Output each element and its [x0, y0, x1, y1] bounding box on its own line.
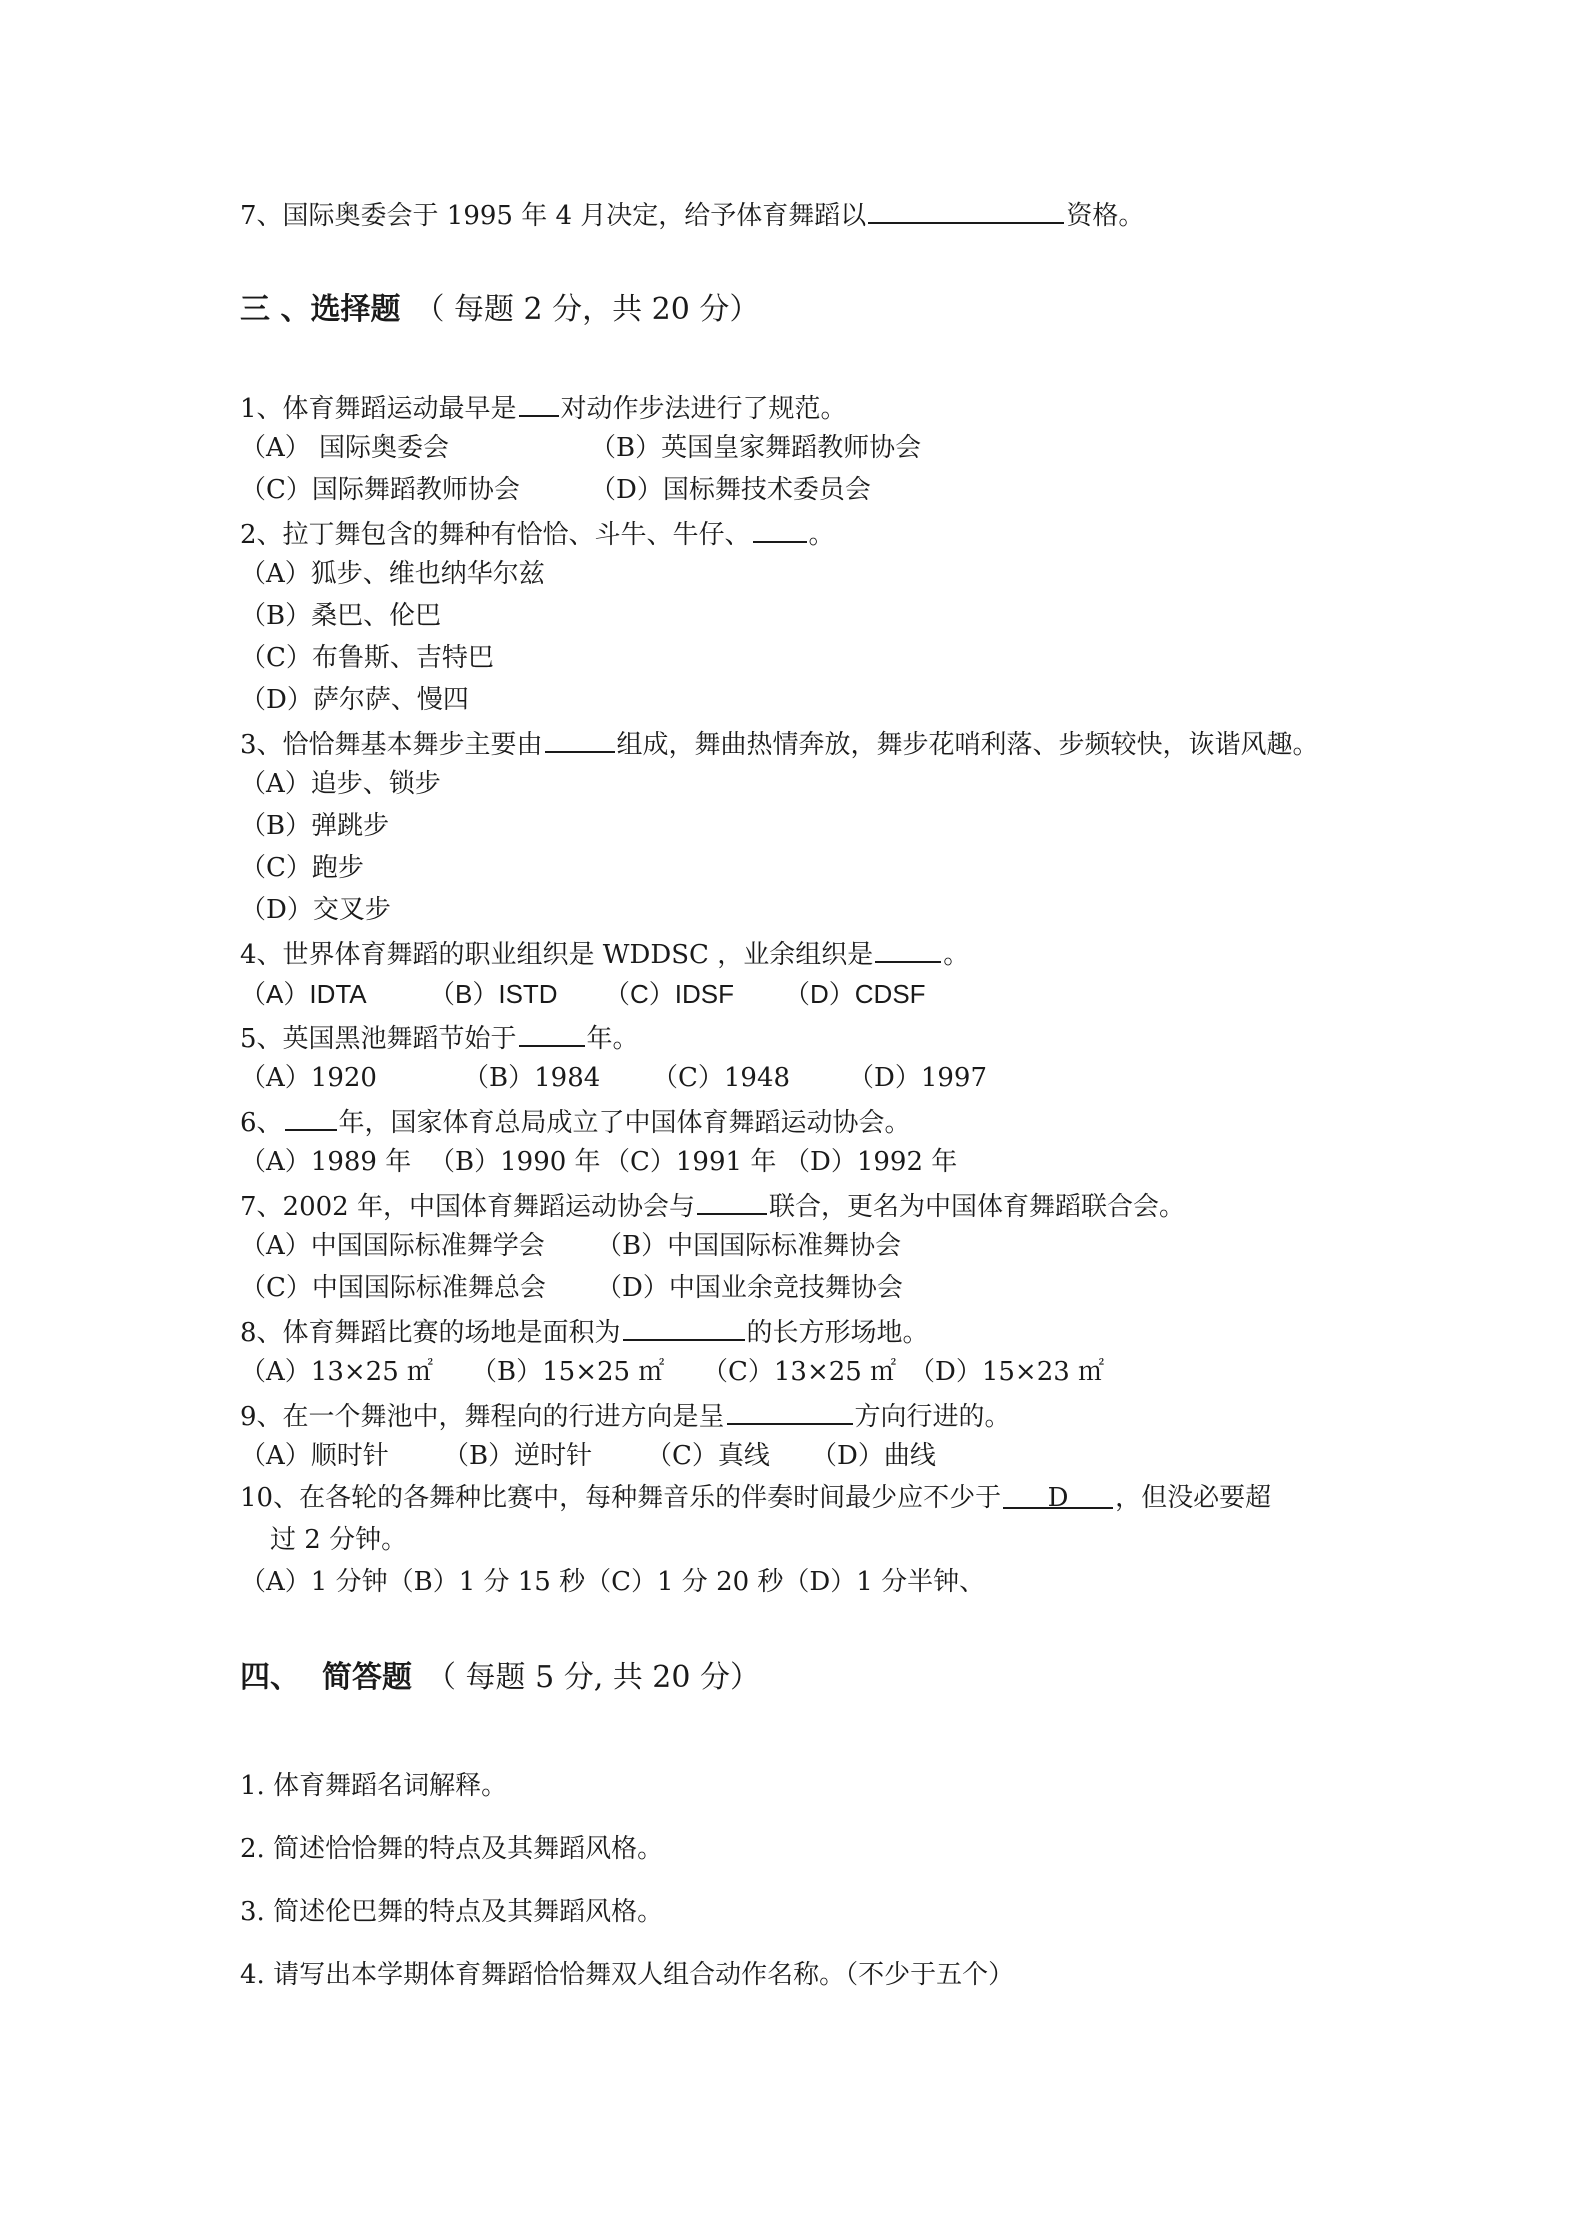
section-title: 选择题: [310, 292, 401, 327]
fill-blank-question-7: [240, 196, 1144, 233]
options-row: [240, 1355, 1104, 1389]
answer-blank[interactable]: [868, 196, 1064, 224]
section-number: 四、: [240, 1660, 300, 1695]
question-text: 9、在一个舞池中，舞程向的行进方向是呈: [240, 1402, 725, 1432]
section-number: 三 、: [240, 292, 311, 327]
options-row: [240, 1439, 936, 1473]
options-row: [240, 431, 921, 465]
choice-question-2: [240, 515, 835, 552]
question-text: 2、拉丁舞包含的舞种有恰恰、斗牛、牛仔、: [240, 520, 751, 550]
option-c[interactable]: （C）1991 年: [604, 1147, 777, 1177]
option-d[interactable]: （D）中国业余竞技舞协会: [596, 1273, 903, 1303]
short-answer-item-3: 3. 简述伦巴舞的特点及其舞蹈风格。: [240, 1897, 664, 1927]
option-c[interactable]: （C）跑步: [240, 853, 364, 883]
option-b[interactable]: （B）1984: [463, 1063, 601, 1093]
option-c[interactable]: （C）中国国际标准舞总会: [240, 1273, 546, 1303]
answer-blank[interactable]: [727, 1397, 853, 1425]
answer-blank[interactable]: [285, 1103, 337, 1131]
options-row: [240, 977, 926, 1011]
question-text: ，但没必要超: [1115, 1483, 1272, 1513]
options-row[interactable]: （A）1 分钟（B）1 分 15 秒（C）1 分 20 秒（D）1 分半钟、: [240, 1567, 986, 1597]
question-text: 10、在各轮的各舞种比赛中，每种舞音乐的伴奏时间最少应不少于: [240, 1483, 1002, 1513]
option-b[interactable]: （B）桑巴、伦巴: [240, 601, 442, 631]
short-answer-item-4: 4. 请写出本学期体育舞蹈恰恰舞双人组合动作名称。（不少于五个）: [240, 1960, 1015, 1990]
choice-question-7: [240, 1187, 1185, 1224]
short-answer-item-2: 2. 简述恰恰舞的特点及其舞蹈风格。: [240, 1834, 664, 1864]
question-text: 1、体育舞蹈运动最早是: [240, 394, 517, 424]
option-b[interactable]: （B）英国皇家舞蹈教师协会: [590, 433, 922, 463]
option-c[interactable]: （C）真线: [646, 1441, 770, 1471]
question-text: 6、: [240, 1108, 283, 1138]
options-row: [240, 1229, 901, 1263]
section-subtitle: （ 每题 2 分，共 20 分）: [414, 292, 760, 327]
options-row: [240, 1271, 903, 1305]
option-d[interactable]: （D）国标舞技术委员会: [590, 475, 871, 505]
question-text: 。: [943, 940, 970, 970]
option-d[interactable]: （D）萨尔萨、慢四: [240, 685, 469, 715]
options-row: [240, 1061, 987, 1095]
option-b[interactable]: （B）逆时针: [443, 1441, 593, 1471]
section-heading-short-answer: [240, 1658, 760, 1698]
option-a[interactable]: （A）中国国际标准舞学会: [240, 1231, 545, 1261]
choice-question-10: [240, 1481, 1271, 1515]
options-row: [240, 1145, 957, 1179]
option-c[interactable]: （C）IDSF: [604, 979, 735, 1009]
option-d[interactable]: （D）交叉步: [240, 895, 391, 925]
answer-blank[interactable]: [623, 1313, 745, 1341]
choice-question-5: [240, 1019, 639, 1056]
option-b[interactable]: （B）弹跳步: [240, 811, 390, 841]
question-text: 4、世界体育舞蹈的职业组织是 WDDSC ，业余组织是: [240, 940, 874, 970]
choice-question-8: [240, 1313, 929, 1350]
option-b[interactable]: （B）15×25 ㎡: [471, 1357, 665, 1387]
question-text: 联合，更名为中国体育舞蹈联合会。: [768, 1192, 1185, 1222]
choice-question-3: [240, 725, 1319, 762]
option-d[interactable]: （D）1997: [848, 1063, 988, 1093]
section-title: 简答题: [322, 1660, 412, 1695]
question-text: 年。: [586, 1024, 639, 1054]
short-answer-item-1: 1. 体育舞蹈名词解释。: [240, 1771, 508, 1801]
question-text: 3、恰恰舞基本舞步主要由: [240, 730, 543, 760]
option-d[interactable]: （D）1992 年: [784, 1147, 958, 1177]
option-c[interactable]: （C）布鲁斯、吉特巴: [240, 643, 494, 673]
question-text: 对动作步法进行了规范。: [560, 394, 847, 424]
option-c[interactable]: （C）1948: [652, 1063, 791, 1093]
answer-blank[interactable]: [519, 389, 559, 417]
option-a[interactable]: （A）13×25 ㎡: [240, 1357, 433, 1387]
option-a[interactable]: （A） 国际奥委会: [240, 433, 450, 463]
question-text: 8、体育舞蹈比赛的场地是面积为: [240, 1318, 621, 1348]
section-heading-choice: [240, 290, 759, 330]
question-text: 资格。: [1066, 201, 1145, 231]
option-c[interactable]: （C）国际舞蹈教师协会: [240, 475, 520, 505]
option-b[interactable]: （B）ISTD: [429, 979, 558, 1009]
choice-question-1: [240, 389, 847, 426]
question-text: 年，国家体育总局成立了中国体育舞蹈运动协会。: [338, 1108, 911, 1138]
answer-blank[interactable]: D: [1003, 1481, 1113, 1509]
question-text: 的长方形场地。: [746, 1318, 929, 1348]
answer-blank[interactable]: [697, 1187, 767, 1215]
question-continuation: 过 2 分钟。: [270, 1525, 408, 1555]
option-a[interactable]: （A）追步、锁步: [240, 769, 441, 799]
option-a[interactable]: （A）狐步、维也纳华尔兹: [240, 559, 545, 589]
option-a[interactable]: （A）顺时针: [240, 1441, 389, 1471]
option-a[interactable]: （A）1989 年: [240, 1147, 412, 1177]
question-text: 5、英国黑池舞蹈节始于: [240, 1024, 517, 1054]
question-text: 组成，舞曲热情奔放，舞步花哨利落、步频较快，诙谐风趣。: [616, 730, 1319, 760]
section-subtitle: （ 每题 5 分, 共 20 分）: [426, 1660, 761, 1695]
question-text: 7、2002 年，中国体育舞蹈运动协会与: [240, 1192, 695, 1222]
option-d[interactable]: （D）15×23 ㎡: [909, 1357, 1105, 1387]
option-b[interactable]: （B）中国国际标准舞协会: [596, 1231, 902, 1261]
answer-blank[interactable]: [753, 515, 807, 543]
options-row: [240, 473, 871, 507]
option-b[interactable]: （B）1990 年: [429, 1147, 601, 1177]
choice-question-4: [240, 935, 969, 972]
option-a[interactable]: （A）1920: [240, 1063, 377, 1093]
answer-blank[interactable]: [545, 725, 615, 753]
option-d[interactable]: （D）CDSF: [784, 979, 926, 1009]
option-c[interactable]: （C）13×25 ㎡: [702, 1357, 897, 1387]
choice-question-6: [240, 1103, 911, 1140]
choice-question-9: [240, 1397, 1011, 1434]
option-a[interactable]: （A）IDTA: [240, 979, 367, 1009]
question-text: 。: [808, 520, 835, 550]
answer-blank[interactable]: [519, 1019, 585, 1047]
answer-blank[interactable]: [875, 935, 941, 963]
question-text: 7、国际奥委会于 1995 年 4 月决定，给予体育舞蹈以: [240, 201, 867, 231]
option-d[interactable]: （D）曲线: [811, 1441, 936, 1471]
question-text: 方向行进的。: [854, 1402, 1011, 1432]
